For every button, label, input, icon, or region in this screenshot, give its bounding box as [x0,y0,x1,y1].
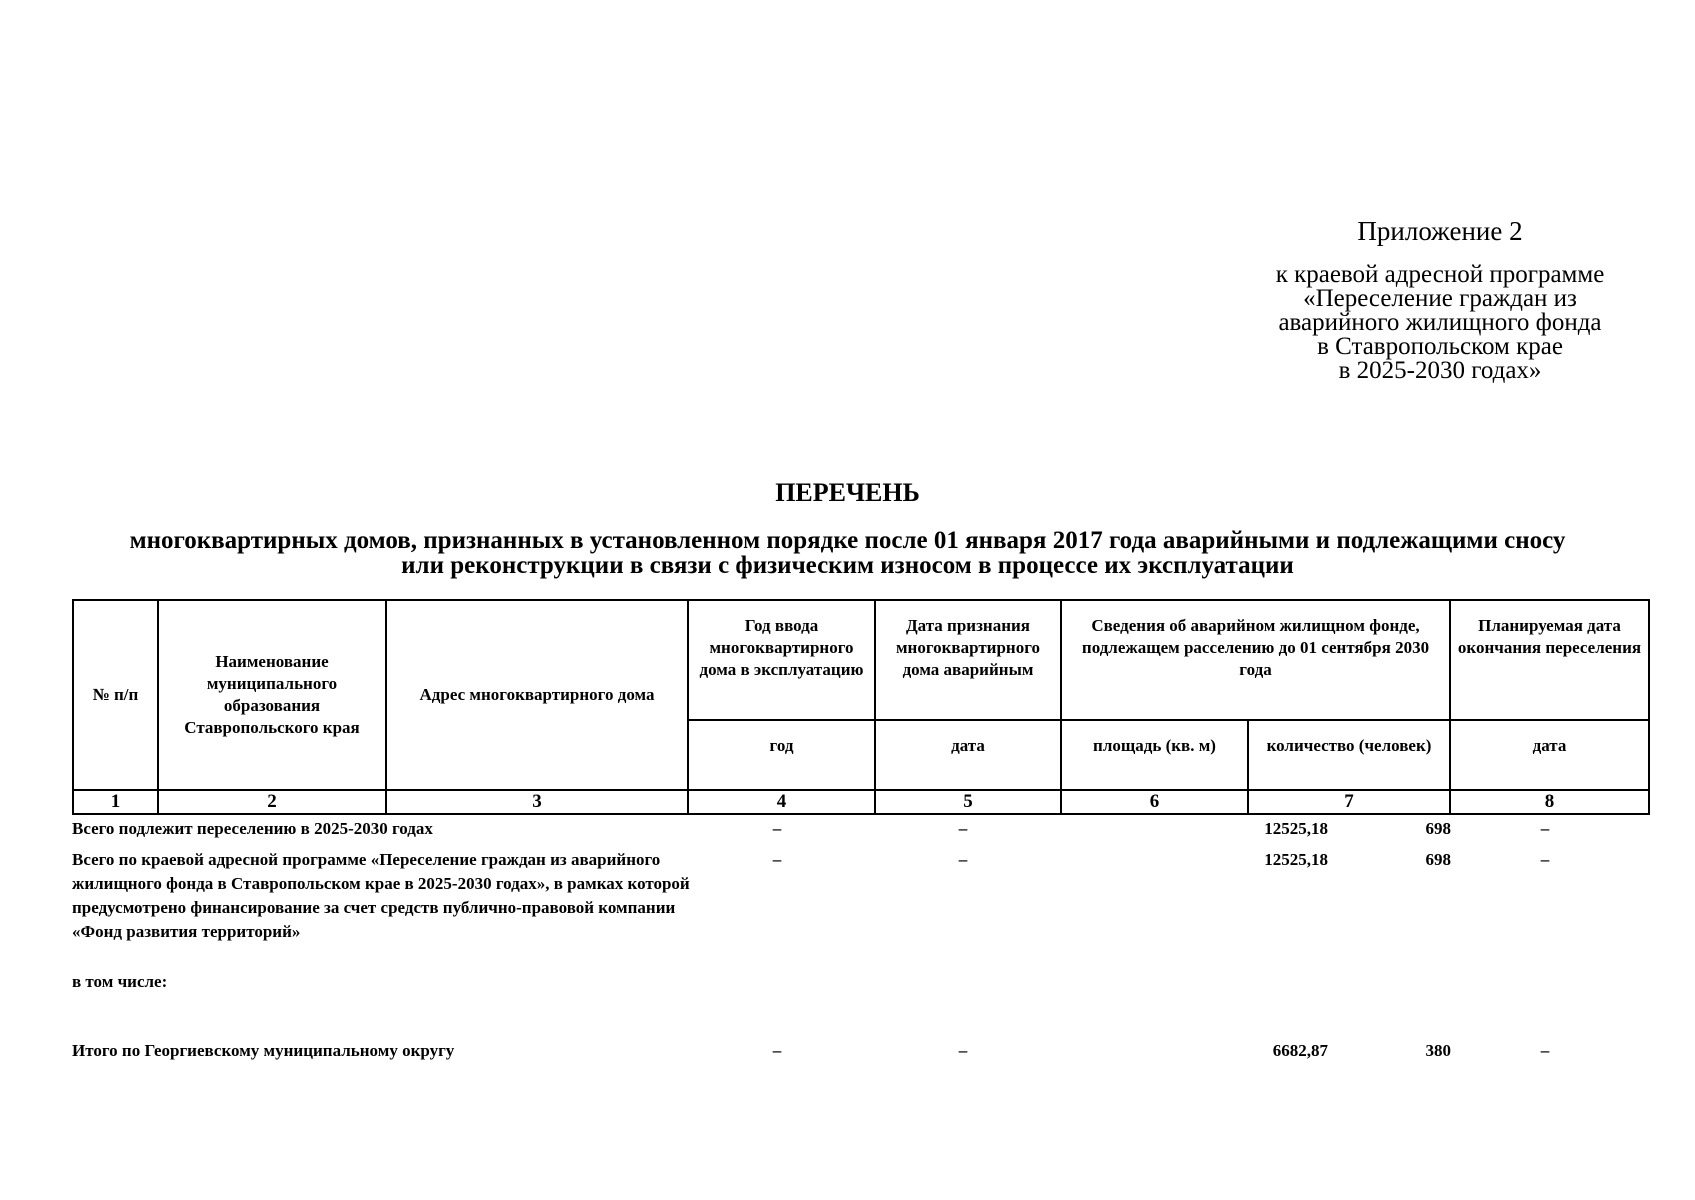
row-plan-date: – [1540,1041,1550,1060]
appendix-line: в Ставропольском крае [1317,333,1563,360]
row-label: Всего подлежит переселению в 2025-2030 годах [72,819,433,838]
houses-table-header [72,599,1650,815]
column-number: 6 [1061,790,1248,814]
header-municipality: Наименование муниципального образования Ставропольского края [158,600,386,790]
row-area: 6682,87 [1272,1041,1328,1060]
subheader-plan-date: дата [1450,720,1649,790]
header-housing-info: Сведения об аварийном жилищном фонде, подлежащем расселению до 01 сентября 2030 года [1061,600,1450,720]
row-people: 698 [1425,850,1451,869]
appendix-title: Приложение 2 [1357,216,1523,246]
row-label: в том числе: [72,972,168,991]
appendix-caption [1180,263,1695,383]
subheader-people: количество (человек) [1248,720,1450,790]
header-address: Адрес многоквартирного дома [386,600,688,790]
row-people: 698 [1425,819,1451,838]
row-plan-date: – [1540,819,1550,838]
column-number: 4 [688,790,875,814]
header-commission-year: Год ввода многоквартирного дома в эксплуатацию [688,600,875,720]
row-year: – [772,1041,782,1060]
row-year: – [772,850,782,869]
row-area: 12525,18 [1264,850,1328,869]
row-people: 380 [1425,1041,1451,1060]
column-number: 3 [386,790,688,814]
document-title: ПЕРЕЧЕНЬ [775,478,920,507]
subheader-area: площадь (кв. м) [1061,720,1248,790]
header-planned-date: Планируемая дата окончания переселения [1450,600,1649,720]
column-number: 7 [1248,790,1450,814]
column-number: 1 [73,790,158,814]
document-subtitle [0,528,1695,578]
row-plan-date: – [1540,850,1550,869]
subheader-year: год [688,720,875,790]
row-area: 12525,18 [1264,819,1328,838]
row-label: Всего по краевой адресной программе «Переселение граждан из аварийного жилищного фонда в Ставропольском крае в 2025-2030 годах», в рамках которой предусмотрено финансирование за счет средств публично-правовой компании «Фонд развития территорий» [72,850,690,941]
row-date: – [958,1041,968,1060]
row-date: – [958,850,968,869]
appendix-line: «Переселение граждан из [1303,285,1577,312]
row-year: – [772,819,782,838]
appendix-line: к краевой адресной программе [1275,261,1605,288]
appendix-line: в 2025-2030 годах» [1338,357,1542,384]
subtitle-line: многоквартирных домов, признанных в установленном порядке после 01 января 2017 года аварийными и подлежащими сносу [129,527,1566,554]
row-date: – [958,819,968,838]
column-number: 5 [875,790,1061,814]
header-number: № п/п [73,600,158,790]
column-number: 8 [1450,790,1649,814]
appendix-line: аварийного жилищного фонда [1278,309,1602,336]
subtitle-line: или реконструкции в связи с физическим износом в процессе их эксплуатации [401,552,1294,579]
row-label: Итого по Георгиевскому муниципальному округу [72,1041,455,1060]
column-number: 2 [158,790,386,814]
header-recognition-date: Дата признания многоквартирного дома аварийным [875,600,1061,720]
subheader-date: дата [875,720,1061,790]
